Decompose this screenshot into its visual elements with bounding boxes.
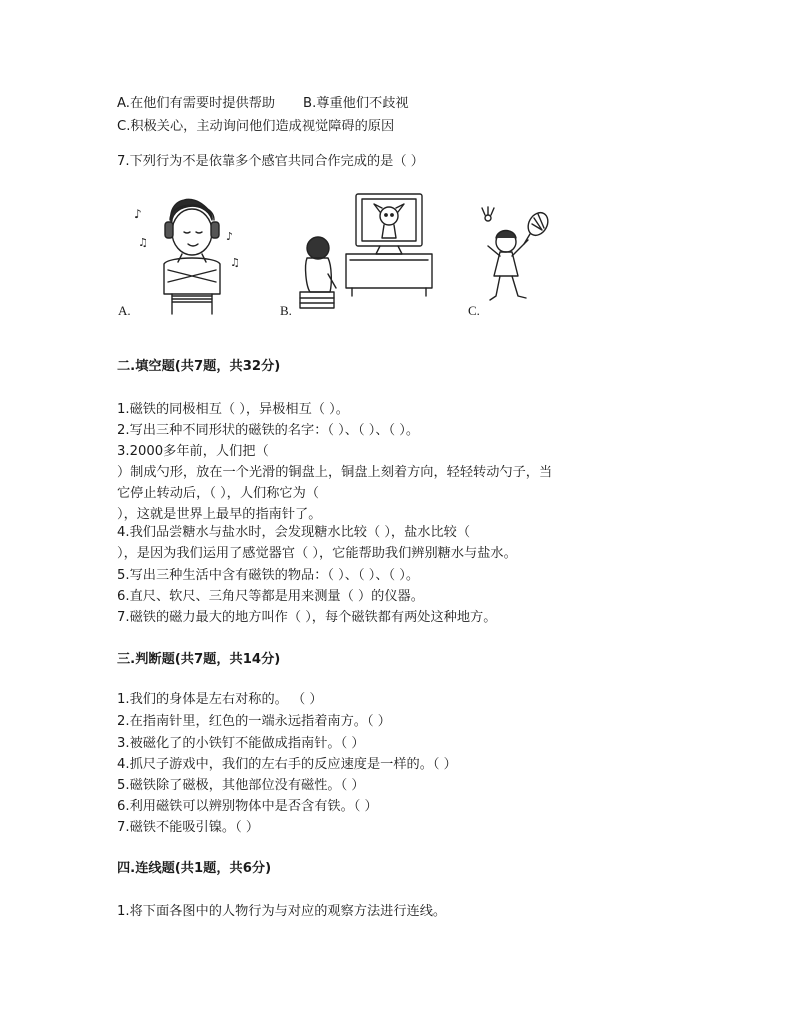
- section2-title: 二.填空题(共7题，共32分): [117, 359, 281, 374]
- section3-title: 三.判断题(共7题，共14分): [117, 652, 281, 667]
- section2-line: 5.写出三种生活中含有磁铁的物品：（ ）、（ ）、（ ）。: [117, 568, 420, 583]
- svg-text:♫: ♫: [230, 256, 240, 269]
- section3-line: 5.磁铁除了磁极，其他部位没有磁性。（ ）: [117, 778, 365, 793]
- section3-line: 6.利用磁铁可以辨别物体中是否含有铁。（ ）: [117, 799, 378, 814]
- svg-text:♫: ♫: [138, 236, 148, 249]
- section2-line: ）制成勺形，放在一个光滑的铜盘上，铜盘上刻着方向，轻轻转动勺子，当: [117, 465, 553, 480]
- section2-line: 1.磁铁的同极相互（ ），异极相互（ ）。: [117, 402, 349, 417]
- tv-watching-child-illustration: [290, 190, 440, 316]
- section3-line: 4.抓尺子游戏中，我们的左右手的反应速度是一样的。（ ）: [117, 757, 457, 772]
- section2-line: 7.磁铁的磁力最大的地方叫作（ ），每个磁铁都有两处这种地方。: [117, 610, 497, 625]
- section4-line: 1.将下面各图中的人物行为与对应的观察方法进行连线。: [117, 904, 447, 919]
- q6-option-row: [117, 95, 409, 113]
- section3-line: 1.我们的身体是左右对称的。 （ ）: [117, 692, 323, 707]
- q7-label-b: B.: [280, 303, 292, 318]
- svg-text:♪: ♪: [226, 230, 234, 243]
- headphones-boy-illustration: [128, 190, 246, 316]
- section2-line: ），这就是世界上最早的指南针了。: [117, 507, 322, 522]
- q6-option-a: A.在他们有需要时提供帮助: [117, 96, 276, 111]
- section2-line: 2.写出三种不同形状的磁铁的名字：（ ）、（ ）、（ ）。: [117, 423, 420, 438]
- section2-line: 它停止转动后，（ ），人们称它为（: [117, 486, 319, 501]
- section3-line: 2.在指南针里，红色的一端永远指着南方。（ ）: [117, 714, 391, 729]
- section4-title: 四.连线题(共1题，共6分): [117, 861, 272, 876]
- q7-question: 7.下列行为不是依靠多个感官共同合作完成的是（ ）: [117, 154, 424, 169]
- q7-label-a: A.: [118, 303, 131, 318]
- section2-line: 4.我们品尝糖水与盐水时，会发现糖水比较（ ），盐水比较（: [117, 525, 471, 540]
- badminton-child-illustration: [478, 196, 558, 314]
- q7-label-c: C.: [468, 303, 480, 318]
- section2-line: ），是因为我们运用了感觉器官（ ），它能帮助我们辨别糖水与盐水。: [117, 546, 517, 561]
- section3-line: 7.磁铁不能吸引镍。（ ）: [117, 820, 260, 835]
- section2-line: 3.2000多年前，人们把（: [117, 444, 269, 459]
- q6-option-c: C.积极关心，主动询问他们造成视觉障碍的原因: [117, 119, 395, 134]
- section3-line: 3.被磁化了的小铁钉不能做成指南针。（ ）: [117, 736, 365, 751]
- svg-text:♪: ♪: [134, 207, 142, 221]
- section2-line: 6.直尺、软尺、三角尺等都是用来测量（ ）的仪器。: [117, 589, 424, 604]
- q6-option-b: B.尊重他们不歧视: [303, 96, 409, 111]
